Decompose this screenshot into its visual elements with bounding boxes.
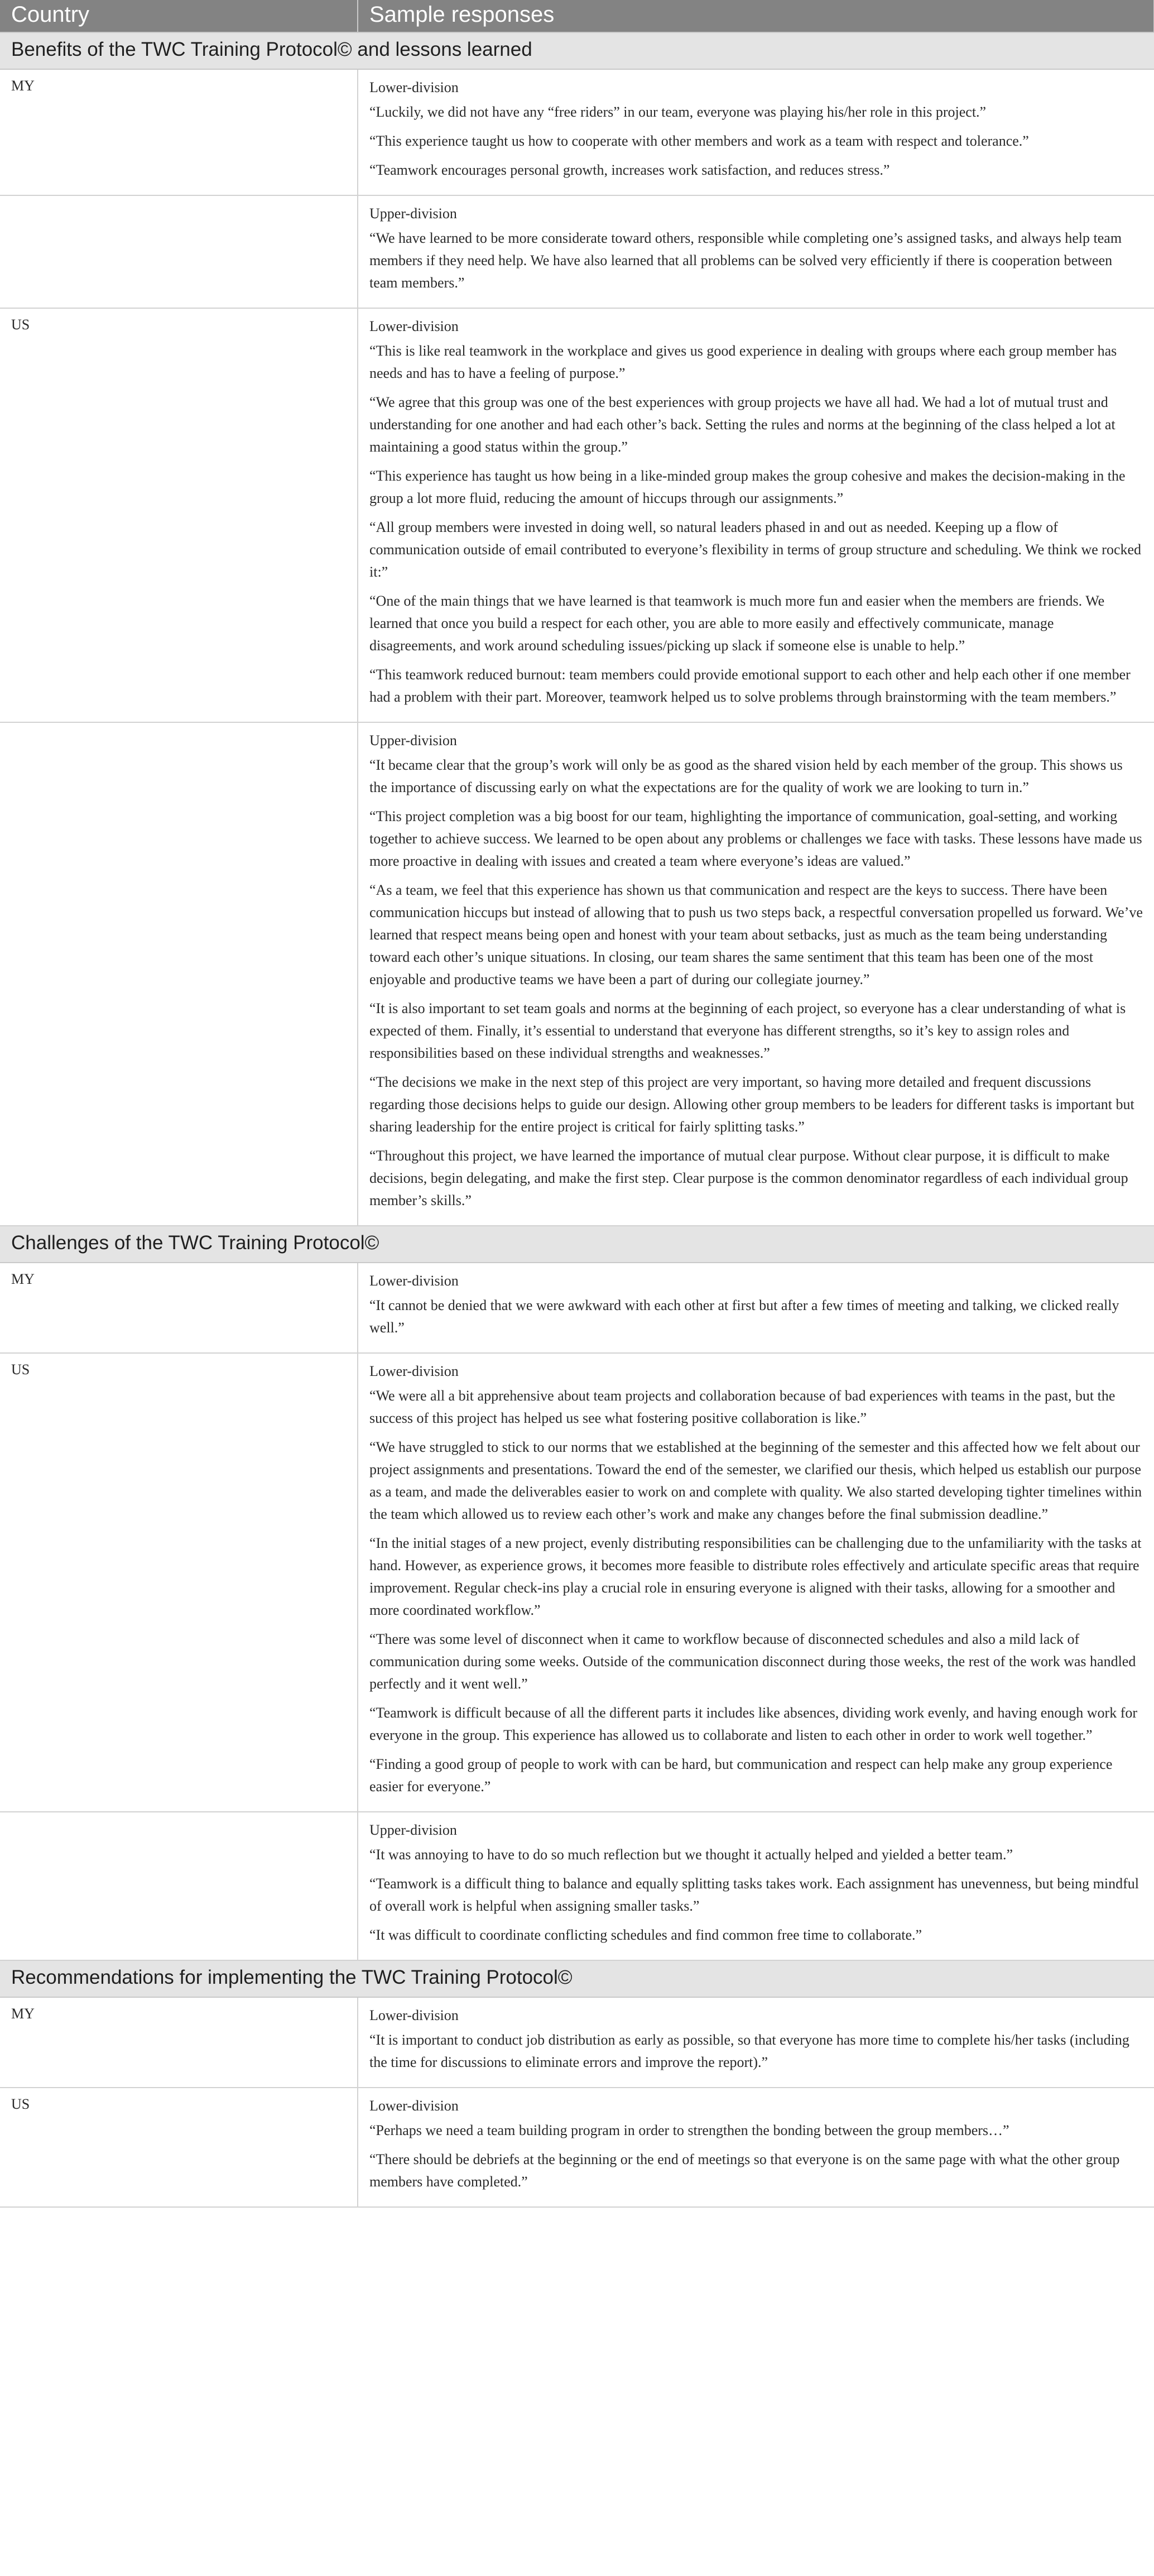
response-quote: “All group members were invested in doing well, so natural leaders phased in and out as needed. Keeping up a flow of communication outside of email contributed to everyone’s flexibility in terms of group structure and scheduling. We think we rocked it:”: [369, 519, 1142, 580]
response-quote: “One of the main things that we have learned is that teamwork is much more fun and easier when the members are friends. We learned that once you build a respect for each other, you are able to more easily and effectively communicate, manage disagreements, and work around scheduling issues/picking up slack if someone else is unable to help.”: [369, 593, 1105, 654]
country-cell: MY: [0, 1263, 358, 1353]
response-quote: “We were all a bit apprehensive about team projects and collaboration because of bad experiences with teams in the past, but the success of this project has helped us see what fostering positive collaboration is like.”: [369, 1388, 1115, 1426]
response-quote: “In the initial stages of a new project, evenly distributing responsibilities can be challenging due to the unfamiliarity with the tasks at hand. However, as experience grows, it becomes more feasible to distribute roles effectively and articulate specific areas that require improvement. Regular check-ins play a crucial role in ensuring everyone is aligned with their tasks, allowing for a smoother and more coordinated workflow.”: [369, 1535, 1142, 1618]
response-quote: “It cannot be denied that we were awkward with each other at first but after a few times of meeting and talking, we clicked really well.”: [369, 1297, 1119, 1336]
table-row: [0, 722, 1154, 1226]
table-row: [0, 308, 1154, 722]
response-quote: “This project completion was a big boost for our team, highlighting the importance of communication, goal-setting, and working together to achieve success. We learned to be open about any problems or challenges we face with tasks. These lessons have made us more proactive in dealing with issues and created a team where everyone’s ideas are valued.”: [369, 808, 1142, 869]
responses-cell: [358, 308, 1154, 722]
response-quote: “It became clear that the group’s work will only be as good as the shared vision held by each member of the group. This shows us the importance of discussing early on what the expectations are for the quality of work we are looking to turn in.”: [369, 757, 1123, 795]
response-quote: “It was annoying to have to do so much reflection but we thought it actually helped and yielded a better team.”: [369, 1846, 1013, 1863]
response-quote: “It is important to conduct job distribution as early as possible, so that everyone has more time to complete his/her tasks (including the time for discussions to eliminate errors and improve the report).”: [369, 2032, 1129, 2070]
response-quote: “It is also important to set team goals and norms at the beginning of each project, so everyone has a clear understanding of what is expected of them. Finally, it’s essential to understand that everyone has different strengths, so it’s key to assign roles and responsibilities based on these individual strengths and weaknesses.”: [369, 1000, 1126, 1061]
country-cell: US: [0, 308, 358, 722]
division-label: Lower-division: [369, 2007, 459, 2023]
response-quote: “This teamwork reduced burnout: team members could provide emotional support to each other and help each other if one member had a problem with their part. Moreover, teamwork helped us to solve problems through brainstorming with the team members.”: [369, 666, 1131, 705]
responses-cell: [358, 1353, 1154, 1812]
header-row: [0, 0, 1154, 32]
section-header-row: [0, 32, 1154, 69]
response-quote: “There should be debriefs at the beginning or the end of meetings so that everyone is on the same page with what the other group members have completed.”: [369, 2151, 1120, 2190]
response-quote: “We agree that this group was one of the best experiences with group projects we have all had. We had a lot of mutual trust and understanding for one another and had each other’s back. Setting the rules and norms at the beginning of the class helped a lot at maintaining a good status within the group.”: [369, 394, 1115, 455]
responses-cell: [358, 195, 1154, 308]
response-quote: “Teamwork encourages personal growth, increases work satisfaction, and reduces stress.”: [369, 162, 890, 178]
division-label: Upper-division: [369, 205, 457, 222]
response-quote: “Luckily, we did not have any “free riders” in our team, everyone was playing his/her role in this project.”: [369, 104, 987, 120]
division-label: Upper-division: [369, 1822, 457, 1838]
division-label: Lower-division: [369, 1363, 459, 1379]
division-label: Lower-division: [369, 2098, 459, 2114]
response-quote: “The decisions we make in the next step of this project are very important, so having more detailed and frequent discussions regarding those decisions helps to guide our design. Allowing other group members to be leaders for different tasks is important but sharing leadership for the entire project is critical for fairly splitting tasks.”: [369, 1074, 1134, 1135]
header-sample-responses: Sample responses: [358, 0, 1154, 32]
country-cell: US: [0, 1353, 358, 1812]
table-row: [0, 69, 1154, 195]
division-label: Lower-division: [369, 318, 459, 334]
country-cell: MY: [0, 1997, 358, 2088]
response-quote: “We have struggled to stick to our norms that we established at the beginning of the semester and this affected how we felt about our project assignments and presentations. Toward the end of the semester, we clarified our thesis, which helped us establish our purpose as a team, and made the deliverables easier to work on and complete with quality. We also started developing tighter timelines within the team which allowed us to review each other’s work and make any changes before the final submission deadline.”: [369, 1439, 1142, 1522]
section-title: Challenges of the TWC Training Protocol©: [0, 1226, 1154, 1263]
division-label: Lower-division: [369, 1273, 459, 1289]
division-label: Upper-division: [369, 732, 457, 749]
table-row: [0, 1263, 1154, 1353]
table-row: [0, 1997, 1154, 2088]
responses-cell: [358, 1812, 1154, 1960]
table-row: [0, 1812, 1154, 1960]
table-row: [0, 1353, 1154, 1812]
response-quote: “This is like real teamwork in the workplace and gives us good experience in dealing with groups where each group member has needs and has to have a feeling of purpose.”: [369, 343, 1117, 381]
response-quote: “Teamwork is difficult because of all the different parts it includes like absences, dividing work evenly, and having enough work for everyone in the group. This experience has allowed us to collaborate and listen to each other in order to work well together.”: [369, 1705, 1138, 1743]
header-country: Country: [0, 0, 358, 32]
response-quote: “Teamwork is a difficult thing to balance and equally splitting tasks takes work. Each assignment has unevenness, but being mindful of overall work is helpful when assigning smaller tasks.”: [369, 1875, 1139, 1914]
country-cell: US: [0, 2088, 358, 2207]
table-row: [0, 195, 1154, 308]
response-quote: “This experience taught us how to cooperate with other members and work as a team with respect and tolerance.”: [369, 133, 1029, 149]
response-quote: “We have learned to be more considerate toward others, responsible while completing one’s assigned tasks, and always help team members if they need help. We have also learned that all problems can be solved very efficiently if there is cooperation between team members.”: [369, 230, 1122, 291]
response-quote: “Throughout this project, we have learned the importance of mutual clear purpose. Without clear purpose, it is difficult to make decisions, begin delegating, and make the first step. Clear purpose is the common denominator regardless of each individual group member’s skills.”: [369, 1148, 1128, 1208]
response-quote: “Finding a good group of people to work with can be hard, but communication and respect can help make any group experience easier for everyone.”: [369, 1756, 1113, 1795]
country-cell: [0, 722, 358, 1226]
table-body: [0, 32, 1154, 2207]
section-title: Recommendations for implementing the TWC Training Protocol©: [0, 1960, 1154, 1997]
table-row: [0, 2088, 1154, 2207]
country-cell: MY: [0, 69, 358, 195]
responses-cell: [358, 2088, 1154, 2207]
country-cell: [0, 195, 358, 308]
response-quote: “There was some level of disconnect when it came to workflow because of disconnected schedules and also a mild lack of communication during some weeks. Outside of the communication disconnect during those weeks, the rest of the work was handled perfectly and it went well.”: [369, 1631, 1136, 1692]
responses-cell: [358, 722, 1154, 1226]
responses-cell: [358, 1997, 1154, 2088]
section-header-row: [0, 1226, 1154, 1263]
section-title: Benefits of the TWC Training Protocol© and lessons learned: [0, 32, 1154, 69]
division-label: Lower-division: [369, 79, 459, 95]
responses-cell: [358, 69, 1154, 195]
country-cell: [0, 1812, 358, 1960]
responses-cell: [358, 1263, 1154, 1353]
response-quote: “This experience has taught us how being in a like-minded group makes the group cohesive and makes the decision-making in the group a lot more fluid, reducing the amount of hiccups through our assignments.”: [369, 468, 1126, 506]
response-quote: “As a team, we feel that this experience has shown us that communication and respect are the keys to success. There have been communication hiccups but instead of allowing that to push us two steps back, a respectful conversation propelled us forward. We’ve learned that respect means being open and honest with your team about setbacks, just as much as the team being understanding toward each other’s unique situations. In closing, our team shares the same sentiment that this team has been one of the most enjoyable and productive teams we have been a part of during our collegiate journey.”: [369, 882, 1143, 987]
response-quote: “Perhaps we need a team building program in order to strengthen the bonding between the group members…”: [369, 2122, 1009, 2138]
response-quote: “It was difficult to coordinate conflicting schedules and find common free time to collaborate.”: [369, 1927, 922, 1943]
section-header-row: [0, 1960, 1154, 1997]
